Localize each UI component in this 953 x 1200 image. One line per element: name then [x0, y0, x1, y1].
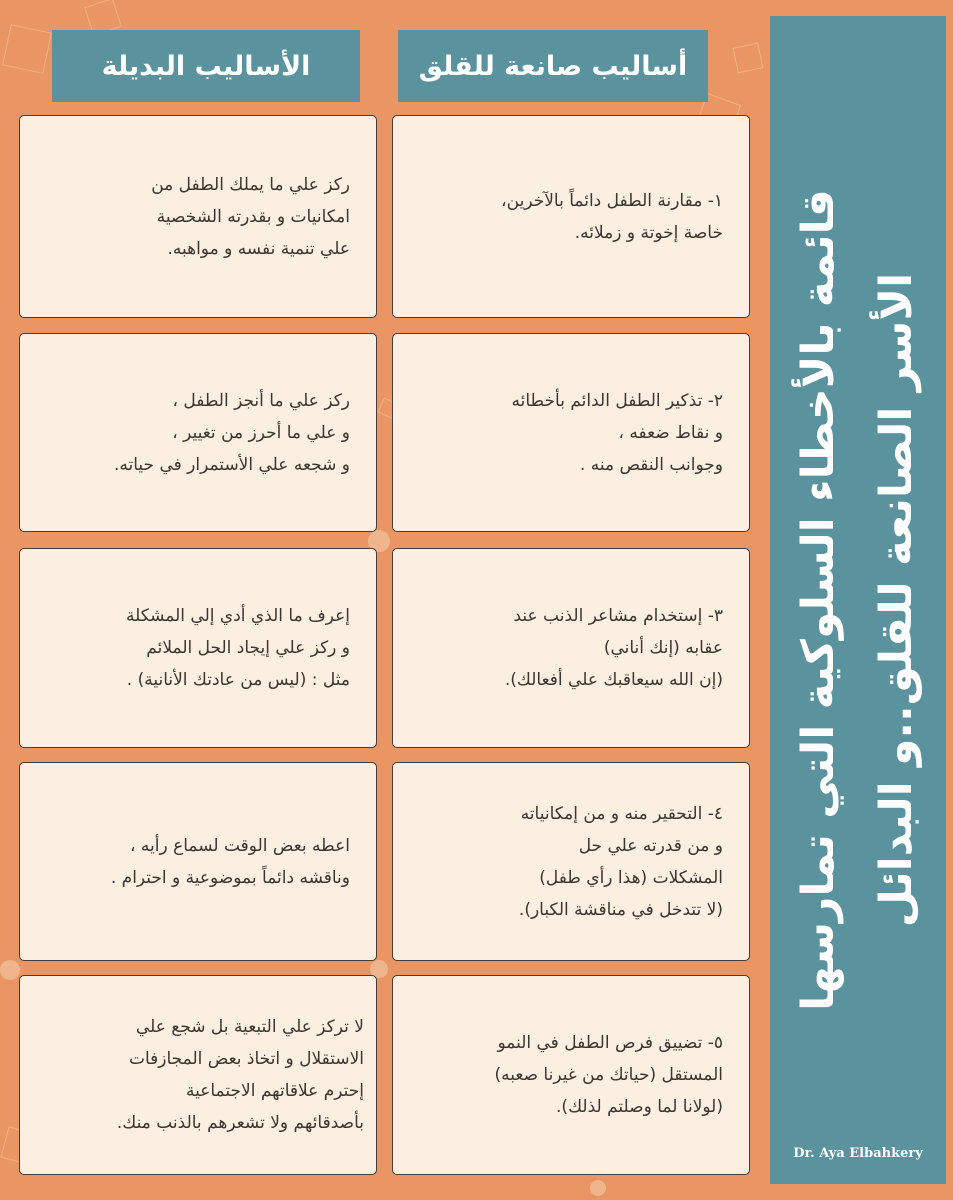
column-header-anxiety-methods: أساليب صانعة للقلق — [398, 30, 708, 102]
column-header-alternative-methods: الأساليب البديلة — [52, 30, 360, 102]
decor-square — [733, 43, 764, 74]
anxiety-method-card-1: ١- مقارنة الطفل دائماً بالآخرين، خاصة إخوتة و زملائه. — [392, 115, 750, 318]
author-signature: Dr. Aya Elbahkery — [793, 1146, 923, 1161]
anxiety-method-card-2: ٢- تذكير الطفل الدائم بأخطائه و نقاط ضعفه ، وجوانب النقص منه . — [392, 333, 750, 532]
alternative-method-card-4: اعطه بعض الوقت لسماع رأيه ، وناقشه دائماً بموضوعية و احترام . — [19, 762, 377, 961]
anxiety-method-card-3: ٣- إستخدام مشاعر الذنب عند عقابه (إنك أناني) (إن الله سيعاقبك علي أفعالك). — [392, 548, 750, 748]
alternative-method-card-1: ركز علي ما يملك الطفل من امكانيات و بقدرته الشخصية علي تنمية نفسه و مواهبه. — [19, 115, 377, 318]
alternative-method-card-2: ركز علي ما أنجز الطفل ، و علي ما أحرز من تغيير ، و شجعه علي الأستمرار في حياته. — [19, 333, 377, 532]
decor-circle — [590, 1180, 606, 1196]
anxiety-method-card-4: ٤- التحقير منه و من إمكانياته و من قدرته علي حل المشكلات (هذا رأي طفل) (لا تتدخل في مناقشة الكبار). — [392, 762, 750, 961]
page-title — [780, 50, 936, 1150]
page-title-line-2: الأسر الصانعة للقلق..و البدائل — [871, 272, 922, 928]
page-title-line-1: قائمة بالأخطاء السلوكية التي تمارسها — [793, 189, 844, 1011]
decor-circle — [0, 960, 20, 980]
decor-square — [2, 24, 52, 74]
alternative-method-card-3: إعرف ما الذي أدي إلي المشكلة و ركز علي إيجاد الحل الملائم مثل : (ليس من عادتك الأنانية) . — [19, 548, 377, 748]
alternative-method-card-5: لا تركز علي التبعية بل شجع علي الاستقلال و اتخاذ بعض المجازفات إحترم علاقاتهم الاجتماعية بأصدقائهم ولا تشعرهم بالذنب منك. — [19, 975, 377, 1175]
anxiety-method-card-5: ٥- تضييق فرص الطفل في النمو المستقل (حياتك من غيرنا صعبه) (لولانا لما وصلتم لذلك). — [392, 975, 750, 1175]
